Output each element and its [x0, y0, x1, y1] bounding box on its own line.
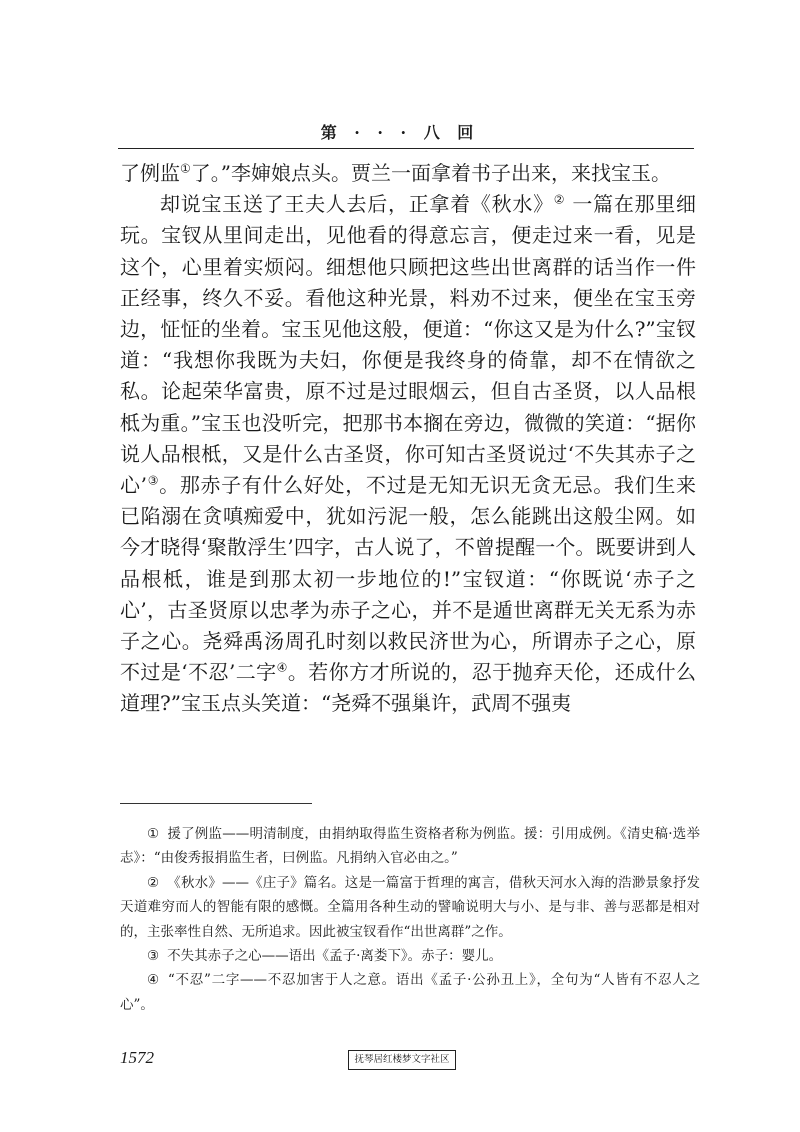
paragraph-1-text-b: 了。”李婶娘点头。贾兰一面拿着书子出来，来找宝玉。 — [190, 161, 671, 185]
footnote-2-text: 《秋水》——《庄子》篇名。这是一篇富于哲理的寓言，借秋天河水入海的浩渺景象抒发天道难穷而人的智能有限的感慨。全篇用各种生动的譬喻说明大与小、是与非、善与恶都是相对的，主张率性自然、无所追求。因此被宝钗看作“出世离群”之作。 — [120, 874, 701, 940]
footnote-3 — [120, 944, 700, 968]
paragraph-2-text-d: 。若你方才所说的，忍于抛弃天伦，还成什么道理?”宝玉点头笑道：“尧舜不强巢许，武周不强夷 — [120, 660, 697, 716]
paragraph-1 — [120, 158, 696, 189]
footnote-1 — [120, 822, 700, 871]
footnote-1-number: ① — [147, 826, 160, 842]
footnote-3-number: ③ — [147, 948, 160, 965]
paragraph-2-text-a: 却说宝玉送了王夫人去后，正拿着《秋水》 — [160, 192, 554, 217]
footnote-3-text: 不失其赤子之心——语出《孟子·离娄下》。赤子：婴儿。 — [167, 948, 503, 965]
footnote-ref-4: ④ — [276, 660, 288, 675]
running-head: 第 · · · 八 回 — [320, 123, 480, 142]
footnote-2 — [120, 871, 700, 944]
page-number: 1572 — [120, 1048, 154, 1067]
footnote-1-text: 援了例监——明清制度，由捐纳取得监生资格者称为例监。援：引用成例。《清史稿·选举志》：“由俊秀报捐监生者，曰例监。凡捐纳入官必由之。” — [120, 826, 701, 867]
footnote-4 — [120, 968, 700, 1017]
footnote-ref-1: ① — [180, 161, 191, 176]
paragraph-2-text-c: 。那赤子有什么好处，不过是无知无识无贪无忌。我们生来已陷溺在贪嗔痴爱中，犹如污泥一般，怎么能跳出这般尘网。如今才晓得‘聚散浮生’四字，古人说了，不曾提醒一个。既要讲到人品根柢，谁是到那太初一步地位的!”宝钗道：“你既说‘赤子之心’，古圣贤原以忠孝为赤子之心，并不是遁世离群无关无系为赤子之心。尧舜禹汤周孔时刻以救民济世为心，所谓赤子之心，原不过是‘不忍’二字 — [120, 473, 697, 685]
footnote-4-number: ④ — [147, 972, 160, 989]
header-rule — [118, 148, 694, 149]
footnote-rule — [120, 803, 312, 804]
paragraph-2-text-b: 一篇在那里细玩。宝钗从里间走出，见他看的得意忘言，便走过来一看，见是这个，心里着实烦闷。细想他只顾把这些出世离群的话当作一件正经事，终久不妥。看他这种光景，料劝不过来，便坐在宝玉旁边，怔怔的坐着。宝玉见他这般，便道：“你这又是为什么?”宝钗道：“我想你我既为夫妇，你便是我终身的倚靠，却不在情欲之私。论起荣华富贵，原不过是过眼烟云，但自古圣贤，以人品根柢为重。”宝玉也没听完，把那书本搁在旁边，微微的笑道：“据你说人品根柢，又是什么古圣贤，你可知古圣贤说过‘不失其赤子之心’ — [120, 192, 696, 498]
paragraph-2 — [120, 189, 696, 719]
footnote-4-text: “不忍”二字——不忍加害于人之意。语出《孟子·公孙丑上》，全句为“人皆有不忍人之心”。 — [120, 972, 700, 1013]
footnote-ref-2: ② — [553, 192, 566, 207]
watermark-stamp: 抚琴居红楼梦文字社区 — [348, 1050, 456, 1070]
footnote-ref-3: ③ — [147, 473, 160, 488]
paragraph-1-text-a: 了例监 — [120, 161, 180, 185]
footnotes — [120, 822, 700, 1017]
footnote-2-number: ② — [147, 874, 160, 891]
main-text — [120, 158, 696, 720]
